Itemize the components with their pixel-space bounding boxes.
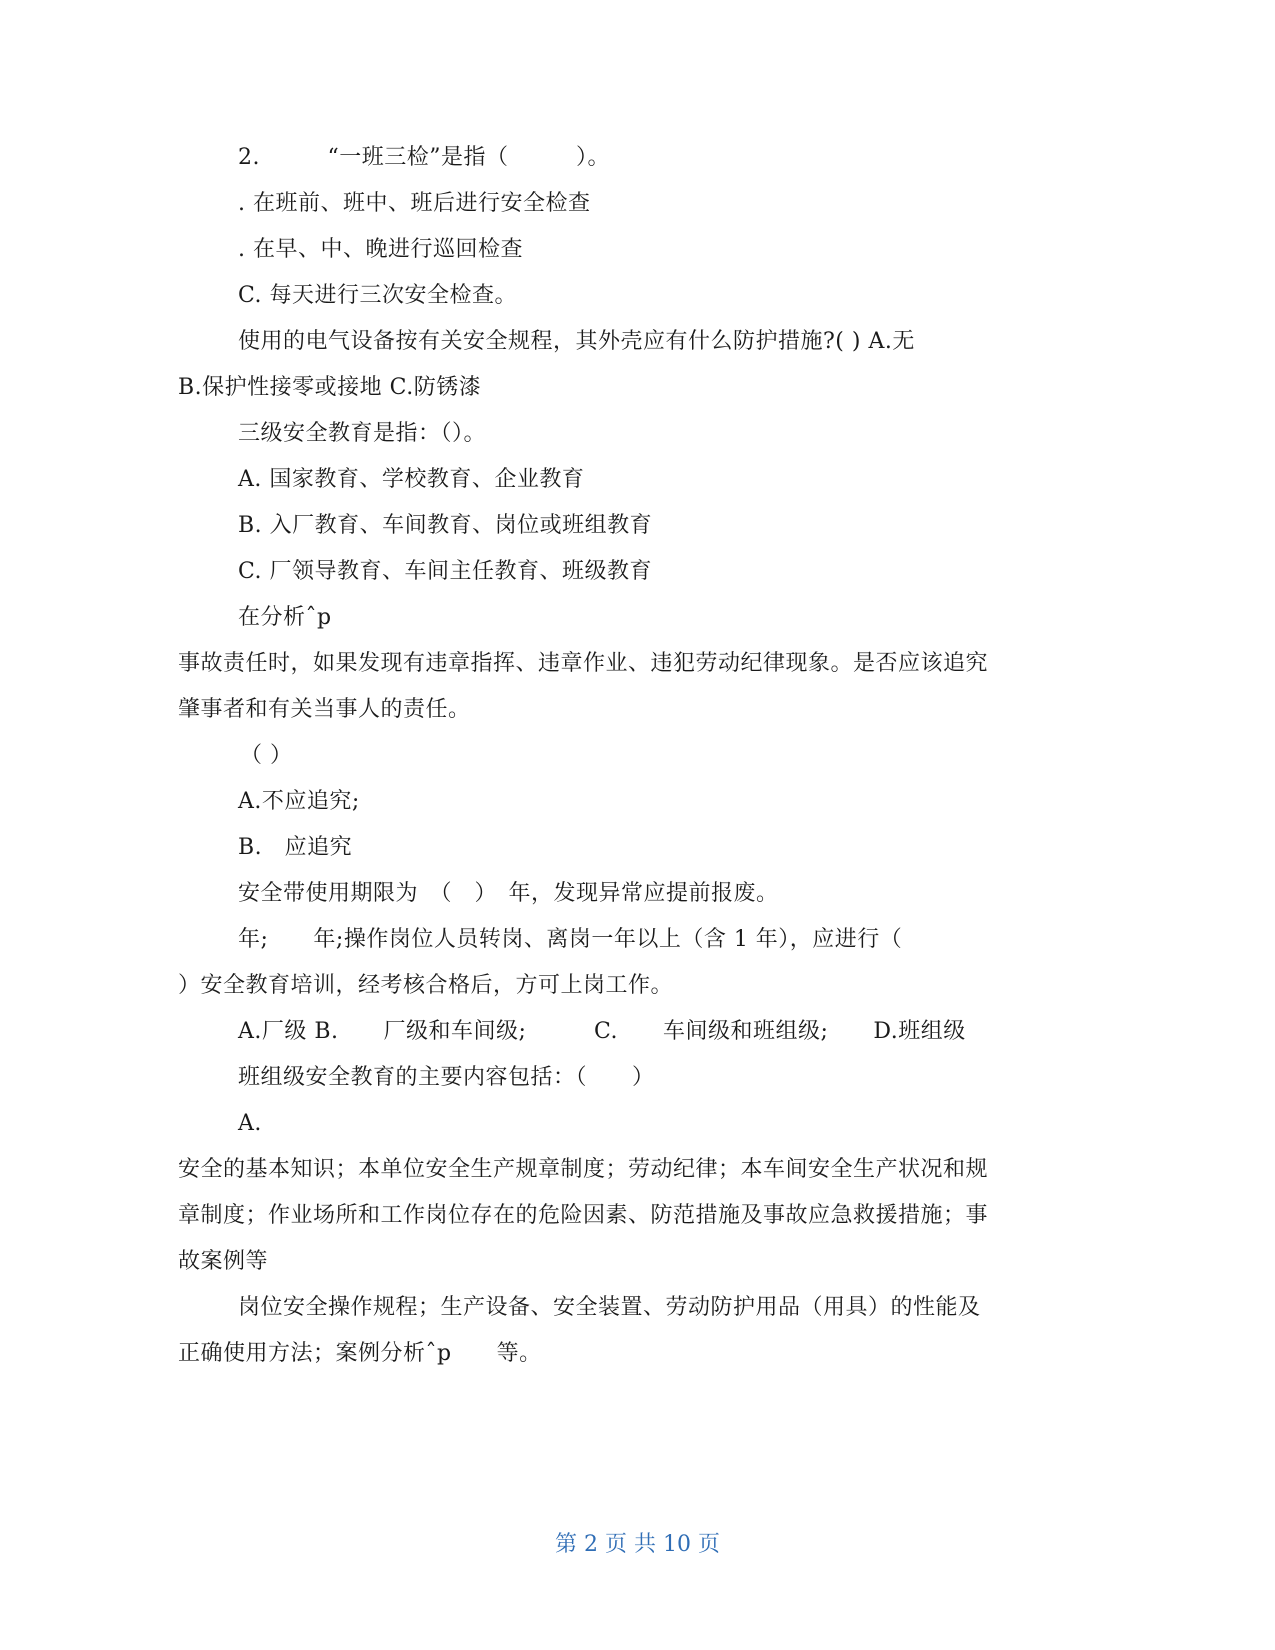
question-three-level-stem: 三级安全教育是指：（）。: [238, 421, 487, 446]
accident-option-b: B. 应追究: [238, 835, 353, 860]
question-electric-stem: 使用的电气设备按有关安全规程，其外壳应有什么防护措施?( ) A.无: [238, 329, 915, 354]
three-level-option-c: C. 厂领导教育、车间主任教育、班级教育: [238, 559, 653, 584]
q2-option-a: . 在班前、班中、班后进行安全检查: [238, 191, 591, 216]
q2-option-b: . 在早、中、晚进行巡回检查: [238, 237, 523, 262]
question-transfer-stem-line-2: ）安全教育培训，经考核合格后，方可上岗工作。: [178, 973, 674, 998]
question-electric-options: B.保护性接零或接地 C.防锈漆: [178, 375, 482, 400]
team-level-option-a-line-1: 安全的基本知识；本单位安全生产规章制度；劳动纪律；本车间安全生产状况和规: [178, 1157, 989, 1182]
page-number-footer: 第 2 页 共 10 页: [555, 1532, 720, 1557]
question-transfer-options: A.厂级 B. 厂级和车间级; C. 车间级和班组级; D.班组级: [238, 1019, 966, 1044]
three-level-option-b: B. 入厂教育、车间教育、岗位或班组教育: [238, 513, 653, 538]
team-level-option-a-line-2: 章制度；作业场所和工作岗位存在的危险因素、防范措施及事故应急救援措施；事: [178, 1203, 989, 1228]
question-accident-stem-line-1: 事故责任时，如果发现有违章指挥、违章作业、违犯劳动纪律现象。是否应该追究: [178, 651, 989, 676]
question-2-stem: 2. “一班三检”是指（ ）。: [238, 145, 610, 170]
question-accident-stem-start: 在分析ˆp: [238, 605, 332, 630]
question-transfer-stem-line-1: 年; 年;操作岗位人员转岗、离岗一年以上（含 1 年），应进行（: [238, 927, 903, 952]
team-level-option-b-line-2: 正确使用方法；案例分析ˆp 等。: [178, 1341, 542, 1366]
team-level-option-a-label: A.: [238, 1111, 262, 1136]
q2-option-c: C. 每天进行三次安全检查。: [238, 283, 518, 308]
question-accident-stem-line-2: 肇事者和有关当事人的责任。: [178, 697, 471, 722]
team-level-option-b-line-1: 岗位安全操作规程；生产设备、安全装置、劳动防护用品（用具）的性能及: [238, 1295, 981, 1320]
accident-option-a: A.不应追究;: [238, 789, 360, 814]
team-level-option-a-line-3: 故案例等: [178, 1249, 269, 1274]
three-level-option-a: A. 国家教育、学校教育、企业教育: [238, 467, 585, 492]
question-accident-blank: （ ）: [240, 743, 293, 768]
question-team-level-stem: 班组级安全教育的主要内容包括：（ ）: [238, 1065, 655, 1090]
question-safety-belt: 安全带使用期限为 （ ） 年，发现异常应提前报废。: [238, 881, 779, 906]
